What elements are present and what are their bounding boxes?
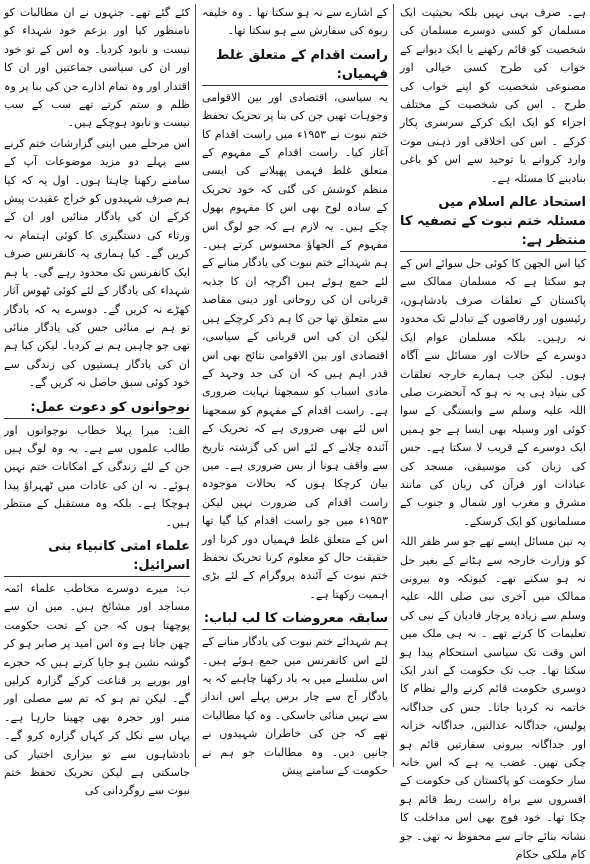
section-heading: استحاد عالم اسلام میں مسئلہ ختم نبوت کے تصفیہ کا منتظر ہے: [400,193,586,252]
column-divider [195,4,196,767]
paragraph: کے اشارے سے نہ ہو سکتا تھا ۔ وہ خلیفہ ربوہ کی سفارش سے ہو سکتا تھا۔ [202,6,388,38]
paragraph: یہ سیاسی، اقتصادی اور بین الاقوامی وجوہات تھیں جن کی بنا پر تحریک تحفظ ختم نبوت نے ۱۹۵۳ء میں راست اقدام کا آغاز کیا۔ راست اقدام کے مفہوم کے متعلق غلط فہمی پھیلانے کی ایسی منظم کوشش کی گئی کہ خود تحریک کے سادہ لوح بھی اس کا مفہوم بھول چکے ہیں۔ یہ لازم ہے کہ جو لوگ اس مفہوم کے الجھاؤ محسوس کرتے ہیں۔ ہم شہدائے ختم نبوت کی یادگار منانے کے لئے جمع ہوئے ہیں اگرچہ ان کا جذبہ قربانی ان کی روحانی اور دینی مقاصد سے متعلق تھا جن کا ہم ذکر کرچکے ہیں لیکن ان کی اس قربانی کے سیاسی، اقتصادی اور بین الاقوامی نتائج بھی اس قدر اہم ہیں کہ ان کی جد وجہد کے مادی اسباب کو سمجھنا نہایت ضروری ہے۔ راست اقدام کے مفہوم کو سمجھنا اس لئے بھی ضروری ہے کہ تحریک کے آئندہ چلانے کے لئے اس کی گزشتہ تاریخ سے واقف ہونا از بس ضروری ہے۔ میں بیان کرچکا ہوں کہ بحالات موجودہ راست اقدام کی ضرورت نہیں لیکن ۱۹۵۳ء میں جو راست اقدام کیا گیا تھا اس کے متعلق غلط فہمیاں دور کرنا اور حقیقت حال کو معلوم کرنا تحریک تحفظ ختم نبوت کے آئندہ پروگرام کے لئے بڑی اہمیت رکھتا ہے۔ [202,90,388,601]
paragraph: اس مرحلے میں اپنی گزارشات ختم کرنے سے پہلے دو مزید موضوعات آپ کے سامنے رکھنا چاہتا ہوں۔ اول یہ کہ کیا ہم صرف شہیدوں کو خراج عقیدت پیش کرکے ان کی یادگار منائیں اور ان کے ورثاء کی دستگیری کا کوئی اہتمام نہ کریں گے۔ کیا ہماری یہ کانفرنس صرف ایک کانفرنس تک محدود رہے گی۔ یا ہم شہداء کی یادگار کے لئے کوئی ٹھوس آثار کھڑے نہ کریں گے۔ دوسرے یہ کہ یادگار تو ہم نے منائی جس کی یادگار منائی تھی جو چاہیں ہم نے کردیا۔ لیکن کیا ہم ان کی یادگار ہستیوں کی زندگی سے خود کوئی سبق حاصل نہ کریں گے۔ [4,136,190,390]
column-divider [393,4,394,767]
section-heading: سابقہ معروضات کا لب لباب: [202,609,388,630]
paragraph: ہم شہدائے ختم نبوت کی یادگار منانے کے لئے اس کانفرنس میں جمع ہوئے ہیں۔ اس سلسلے میں یہ یاد رکھنا چاہیے کہ یہ یادگار آج سے چار برس پہلے اس انداز سے نہیں منائی جاسکی۔ وہ کیا مطالبات تھے کہ جن کی خاطران شہیدوں نے جانیں دیں۔ وہ مطالبات جو ہم نے حکومت کے سامنے پیش [201,635,388,778]
column-left [4,4,190,798]
paragraph: کیا اس الجھن کا کوئی حل سوائے اس کے ہو سکتا ہے کہ مسلمان ممالک سے پاکستان کے تعلقات صرف بادشاہوں، رئیسوں اور رقاصوں کے تبادلے تک محدود نہ رہیں۔ بلکہ مسلمان عوام ایک دوسرے کے حالات اور مسائل سے آگاہ ہوں۔ لیکن جب ہمارے خارجہ تعلقات کی بنیاد ہی یہ نہ ہو کہ آنحضرت صلی اللہ علیہ وسلم سے وابستگی کے سوا کوئی اور وسیلہ بھی ایسا ہے جو ہمیں ایک دوسرے کے قریب لا سکتا ہے۔ جس کی زبان کی موسیقی، مسجد کی عبادات اور قرآن کی زبان کی مانند مشرق و مغرب اور شمال و جنوب کے مسلمانوں کو ایک کرسکے۔ [400,257,586,528]
paragraph: یہ تین مسائل ایسے تھے جو سر ظفر اللہ کو وزارت خارجہ سے ہٹانے کے بغیر حل نہ ہو سکتے تھے۔ کیونکہ وہ بیرونی ممالک میں آخری نبی صلی اللہ علیہ وسلم سے زیادہ پرچار قادیان کے نبی کی تعلیمات کا کرتے تھے ۔ نہ ہی ملک میں اس وقت تک سیاسی استحکام پیدا ہو سکتا تھا۔ جب تک حکومت کے اندر ایک دوسری حکومت قائم کرنے والے نظام کا خاتمہ نہ کردیا جاتا۔ جس کی جداگانہ پولیس، جداگانہ عدالتیں، جداگانہ خزانہ اور جداگانہ بیرونی سفارتیں قائم ہو چکی تھیں۔ غضب یہ ہے کہ اس خانہ ساز حکومت کو پاکستان کی حکومت کے افسروں سے براہ راست ربط قائم ہو چکا تھا۔ خود فوج بھی اس مداخلت کا نشانہ بنائے جانے سے محفوظ نہ تھی۔ جو کام ملکی حکام [400,535,586,862]
paragraph: ب: میرے دوسرے مخاطب علماء ائمہ مساجد اور مشائخ ہیں۔ میں ان سے پوچھتا ہوں کہ جن کے تحت حکومت چھن جاتا ہے وہ اس امید پر صابر ہو کر گوشہ نشین ہو جایا کرتے ہیں کہ حجرے اور بوریے پر قناعت کرکے گزارہ کرلیں گے۔ لیکن تم ہو کہ تم سے مصلی اور منبر اور حجرہ بھی چھینا جارہا ہے۔ یہاں سے نکل کر کہاں گزارہ کرو گے۔ بادشاہوں سے تو بیزاری اختیار کی جاسکتی ہے لیکن تحریک تحفظ ختم نبوت سے روگردانی کی [4,581,190,798]
paragraph: الف: میرا پہلا خطاب نوجوانوں اور طالب علموں سے ہے۔ یہ وہ لوگ ہیں جن کے لئے زندگی کے امکانات ختم نہیں ہوئے۔ نہ ان کی عادات میں ٹھہراؤ پیدا ہوچکا ہے۔ بلکہ وہ مستقبل کے منتظر ہیں۔ [4,423,190,529]
section-heading: نوجوانوں کو دعوت عمل: [4,398,190,419]
column-right [400,4,586,862]
section-heading: علماء امتی کانبیاء بنی اسرائیل: [4,537,190,577]
paragraph: کئے گئے تھے۔ جنہوں نے ان مطالبات کو نامنظور کیا اور بزعم خود شہداء کو نیست و نابود کردیا۔ وہ اس کے تو خود اور ان کی سیاسی جماعتیں اور ان کا اقتدار اور وہ تمام ادارے جن کی بنا پر وہ ظلم و ستم کرتے تھے سب کے سب نیست و نابود ہوچکے ہیں۔ [4,6,190,130]
column-middle [201,4,388,778]
paragraph: ہے۔ صرف یہی نہیں بلکہ بحیثیت ایک مسلمان کو کسی دوسرے مسلمان کی شخصیت کو قائم رکھنے یا ایک دیوانے کے خواب کی طرح کسی خیالی اور مصنوعی شخصیت کو اپنے خواب کی طرح ۔ اس کی شخصیت کے مختلف اجزاء کو ایک ایک کرکے سرسری پکار کرکے ۔ اس کی اخلاقی اور ذہنی موت وارد کروانے یا توحید سے اس کو باغی بنادینے کا مسئلہ ہے۔ [400,6,586,185]
section-heading: راست اقدام کے متعلق غلط فہمیاں: [202,46,388,86]
